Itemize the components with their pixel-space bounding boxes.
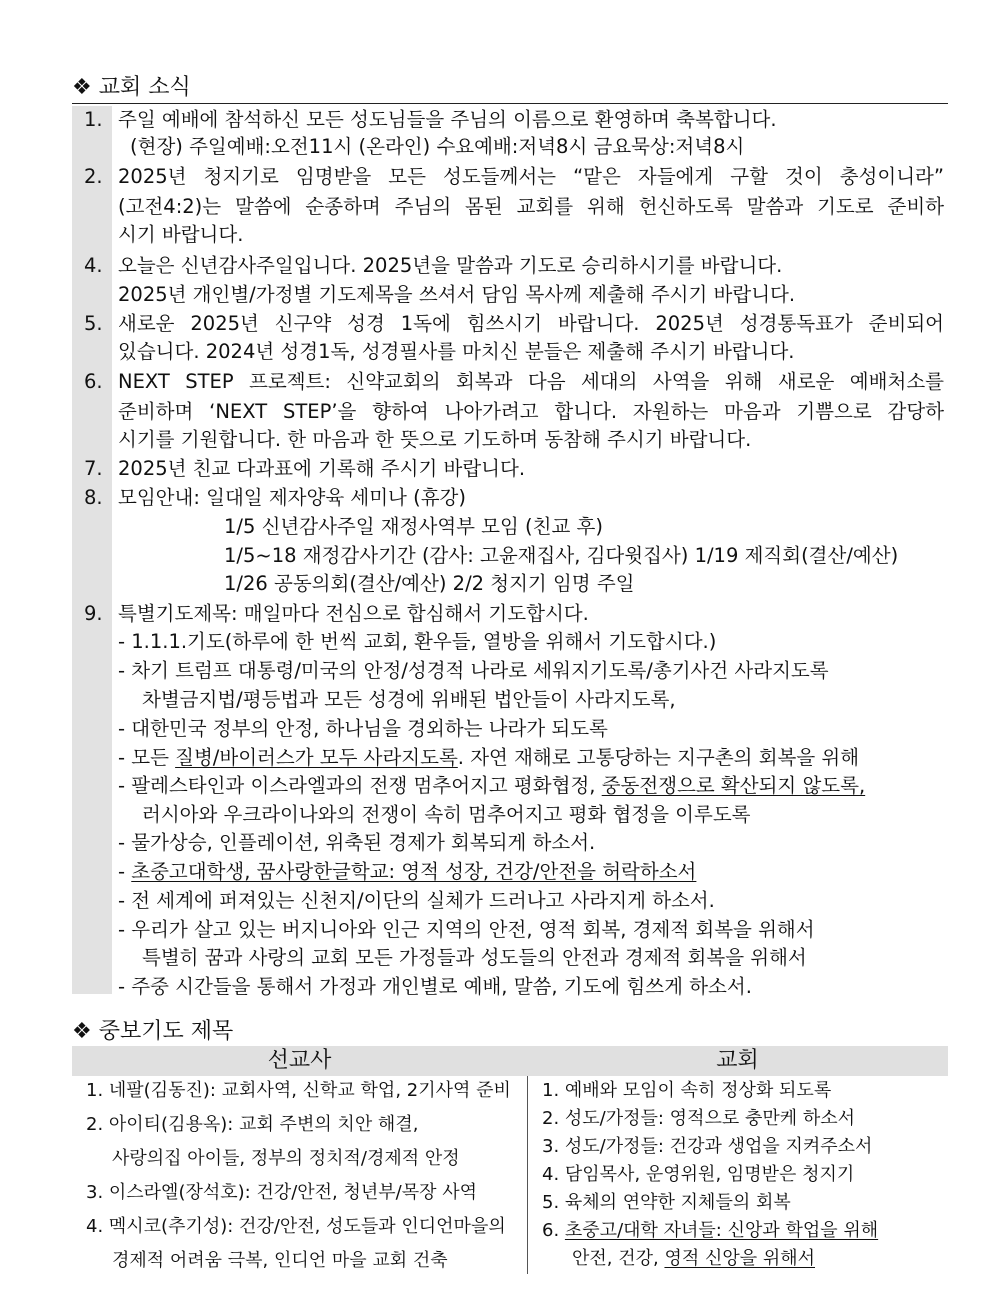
missionary-item: 1. 네팔(김동진): 교회사역, 신학교 학업, 2기사역 준비 bbox=[86, 1080, 511, 1101]
church-prayer-item: 5. 육체의 연약한 지체들의 회복 bbox=[542, 1192, 791, 1213]
item-text: 차별금지법/평등법과 모든 성경에 위배된 법안들이 사라지도록, bbox=[142, 688, 676, 711]
item-text-segment: - 팔레스타인과 이스라엘과의 전쟁 멈추어지고 평화협정, bbox=[118, 774, 602, 797]
item-text: - 차기 트럼프 대통령/미국의 안정/성경적 나라로 세워지기도록/총기사건 사라지도록 bbox=[118, 659, 829, 682]
church-prayer-item-line bbox=[572, 1247, 815, 1271]
item-number: 8. bbox=[84, 486, 103, 509]
item-number: 1. bbox=[84, 108, 103, 131]
item-text: NEXT STEP 프로젝트: 신약교회의 회복과 다음 세대의 사역을 위해 새로운 예배처소를 bbox=[118, 370, 944, 393]
item-text: 1/5~18 재정감사기간 (감사: 고윤재집사, 김다윗집사) 1/19 제직회(결산/예산) bbox=[224, 544, 899, 567]
item-text-segment: - 모든 bbox=[118, 746, 176, 769]
item-number: 9. bbox=[84, 602, 103, 625]
missionary-item-line: 경제적 어려움 극복, 인디언 마을 교회 건축 bbox=[112, 1250, 448, 1271]
item-text: - 전 세계에 퍼져있는 신천지/이단의 실체가 드러나고 사라지게 하소서. bbox=[118, 889, 715, 912]
item-text: 1/26 공동의회(결산/예산) 2/2 청지기 임명 주일 bbox=[224, 572, 635, 595]
underlined-text: 초중고/대학 자녀들: 신앙과 학업을 위해 bbox=[564, 1220, 879, 1241]
underlined-text: 영적 신앙을 위해서 bbox=[664, 1248, 815, 1269]
item-text: 시기를 기원합니다. 한 마음과 한 뜻으로 기도하며 동참해 주시기 바랍니다. bbox=[118, 428, 752, 451]
item-text: 주일 예배에 참석하신 모든 성도님들을 주님의 이름으로 환영하며 축복합니다. bbox=[118, 108, 777, 131]
church-news-panel bbox=[72, 106, 948, 998]
item-text: 준비하며 ‘NEXT STEP’을 향하여 나아가려고 합니다. 자원하는 마음과 기쁨으로 감당하 bbox=[118, 400, 944, 423]
item-text: 오늘은 신년감사주일입니다. 2025년을 말씀과 기도로 승리하시기를 바랍니다. bbox=[118, 254, 783, 277]
item-text: 2025년 친교 다과표에 기록해 주시기 바랍니다. bbox=[118, 457, 526, 480]
divider bbox=[72, 103, 948, 104]
item-text: - 물가상승, 인플레이션, 위축된 경제가 회복되게 하소서. bbox=[118, 831, 596, 854]
church-prayer-item: 3. 성도/가정들: 건강과 생업을 지켜주소서 bbox=[542, 1136, 873, 1157]
item-number: 6. bbox=[84, 370, 103, 393]
item-text: (고전4:2)는 말씀에 순종하며 주님의 몸된 교회를 위해 헌신하도록 말씀과 기도로 준비하 bbox=[118, 195, 944, 218]
item-number: 5. bbox=[84, 312, 103, 335]
item-text-segment: . 자연 재해로 고통당하는 지구촌의 회복을 위해 bbox=[457, 746, 860, 769]
item-text-segment: - bbox=[118, 860, 132, 883]
item-text: 2025년 청지기로 임명받을 모든 성도들께서는 “맡은 자들에게 구할 것이 충성이니라” bbox=[118, 165, 944, 188]
item-number: 2. bbox=[84, 165, 103, 188]
church-prayer-item: 1. 예배와 모임이 속히 정상화 되도록 bbox=[542, 1080, 832, 1101]
item-text: - 대한민국 정부의 안정, 하나님을 경외하는 나라가 되도록 bbox=[118, 717, 608, 740]
item-text: 특별히 꿈과 사랑의 교회 모든 가정들과 성도들의 안전과 경제적 회복을 위해서 bbox=[142, 946, 807, 969]
item-text: 새로운 2025년 신구약 성경 1독에 힘쓰시기 바랍니다. 2025년 성경통독표가 준비되어 bbox=[118, 312, 944, 335]
column-divider bbox=[527, 1076, 528, 1274]
item-text bbox=[118, 746, 944, 770]
underlined-text: 초중고대학생, 꿈사랑한글학교: 영적 성장, 건강/안전을 허락하소서 bbox=[131, 860, 697, 883]
missionary-item: 4. 멕시코(추기성): 건강/안전, 성도들과 인디언마을의 bbox=[86, 1216, 506, 1237]
item-text: 있습니다. 2024년 성경1독, 성경필사를 마치신 분들은 제출해 주시기 바랍니다. bbox=[118, 340, 795, 363]
item-text: (현장) 주일예배:오전11시 (온라인) 수요예배:저녁8시 금요묵상:저녁8시 bbox=[130, 135, 745, 158]
missionary-item-line: 사랑의집 아이들, 정부의 정치적/경제적 안정 bbox=[112, 1148, 460, 1169]
item-text: 1/5 신년감사주일 재정사역부 모임 (친교 후) bbox=[224, 515, 603, 538]
item-text bbox=[118, 774, 944, 798]
item-number: 4. bbox=[84, 254, 103, 277]
item-text: 모임안내: 일대일 제자양육 세미나 (휴강) bbox=[118, 486, 466, 509]
church-prayer-item: 2. 성도/가정들: 영적으로 충만케 하소서 bbox=[542, 1108, 856, 1129]
item-text: - 1.1.1.기도(하루에 한 번씩 교회, 환우들, 열방을 위해서 기도합시다.) bbox=[118, 630, 717, 653]
item-text-segment: 6. bbox=[542, 1220, 565, 1241]
missionary-item: 3. 이스라엘(장석호): 건강/안전, 청년부/목장 사역 bbox=[86, 1182, 478, 1203]
item-text: 2025년 개인별/가정별 기도제목을 쓰셔서 담임 목사께 제출해 주시기 바랍니다. bbox=[118, 283, 796, 306]
underlined-text: 중동전쟁으로 확산되지 않도록, bbox=[601, 774, 866, 797]
item-number: 7. bbox=[84, 457, 103, 480]
church-prayer-item: 4. 담임목사, 운영위원, 임명받은 청지기 bbox=[542, 1164, 855, 1185]
item-text: 특별기도제목: 매일마다 전심으로 합심해서 기도합시다. bbox=[118, 602, 589, 625]
item-text: 시기 바랍니다. bbox=[118, 223, 244, 246]
item-text-segment: 안전, 건강, bbox=[572, 1248, 665, 1269]
intercession-table bbox=[72, 1046, 948, 1274]
section-title-church-news: ❖ 교회 소식 bbox=[72, 75, 191, 100]
section-title-intercession: ❖ 중보기도 제목 bbox=[72, 1019, 234, 1044]
item-text: - 우리가 살고 있는 버지니아와 인근 지역의 안전, 영적 회복, 경제적 회복을 위해서 bbox=[118, 918, 815, 941]
church-column-header: 교회 bbox=[527, 1046, 948, 1076]
item-text bbox=[118, 860, 944, 884]
underlined-text: 질병/바이러스가 모두 사라지도록 bbox=[175, 746, 458, 769]
missionary-item: 2. 아이티(김용옥): 교회 주변의 치안 해결, bbox=[86, 1114, 419, 1135]
missionary-column-header: 선교사 bbox=[72, 1046, 527, 1076]
item-text: 러시아와 우크라이나와의 전쟁이 속히 멈추어지고 평화 협정을 이루도록 bbox=[142, 803, 751, 826]
church-prayer-item bbox=[542, 1219, 878, 1243]
item-text: - 주중 시간들을 통해서 가정과 개인별로 예배, 말씀, 기도에 힘쓰게 하소서. bbox=[118, 975, 752, 998]
